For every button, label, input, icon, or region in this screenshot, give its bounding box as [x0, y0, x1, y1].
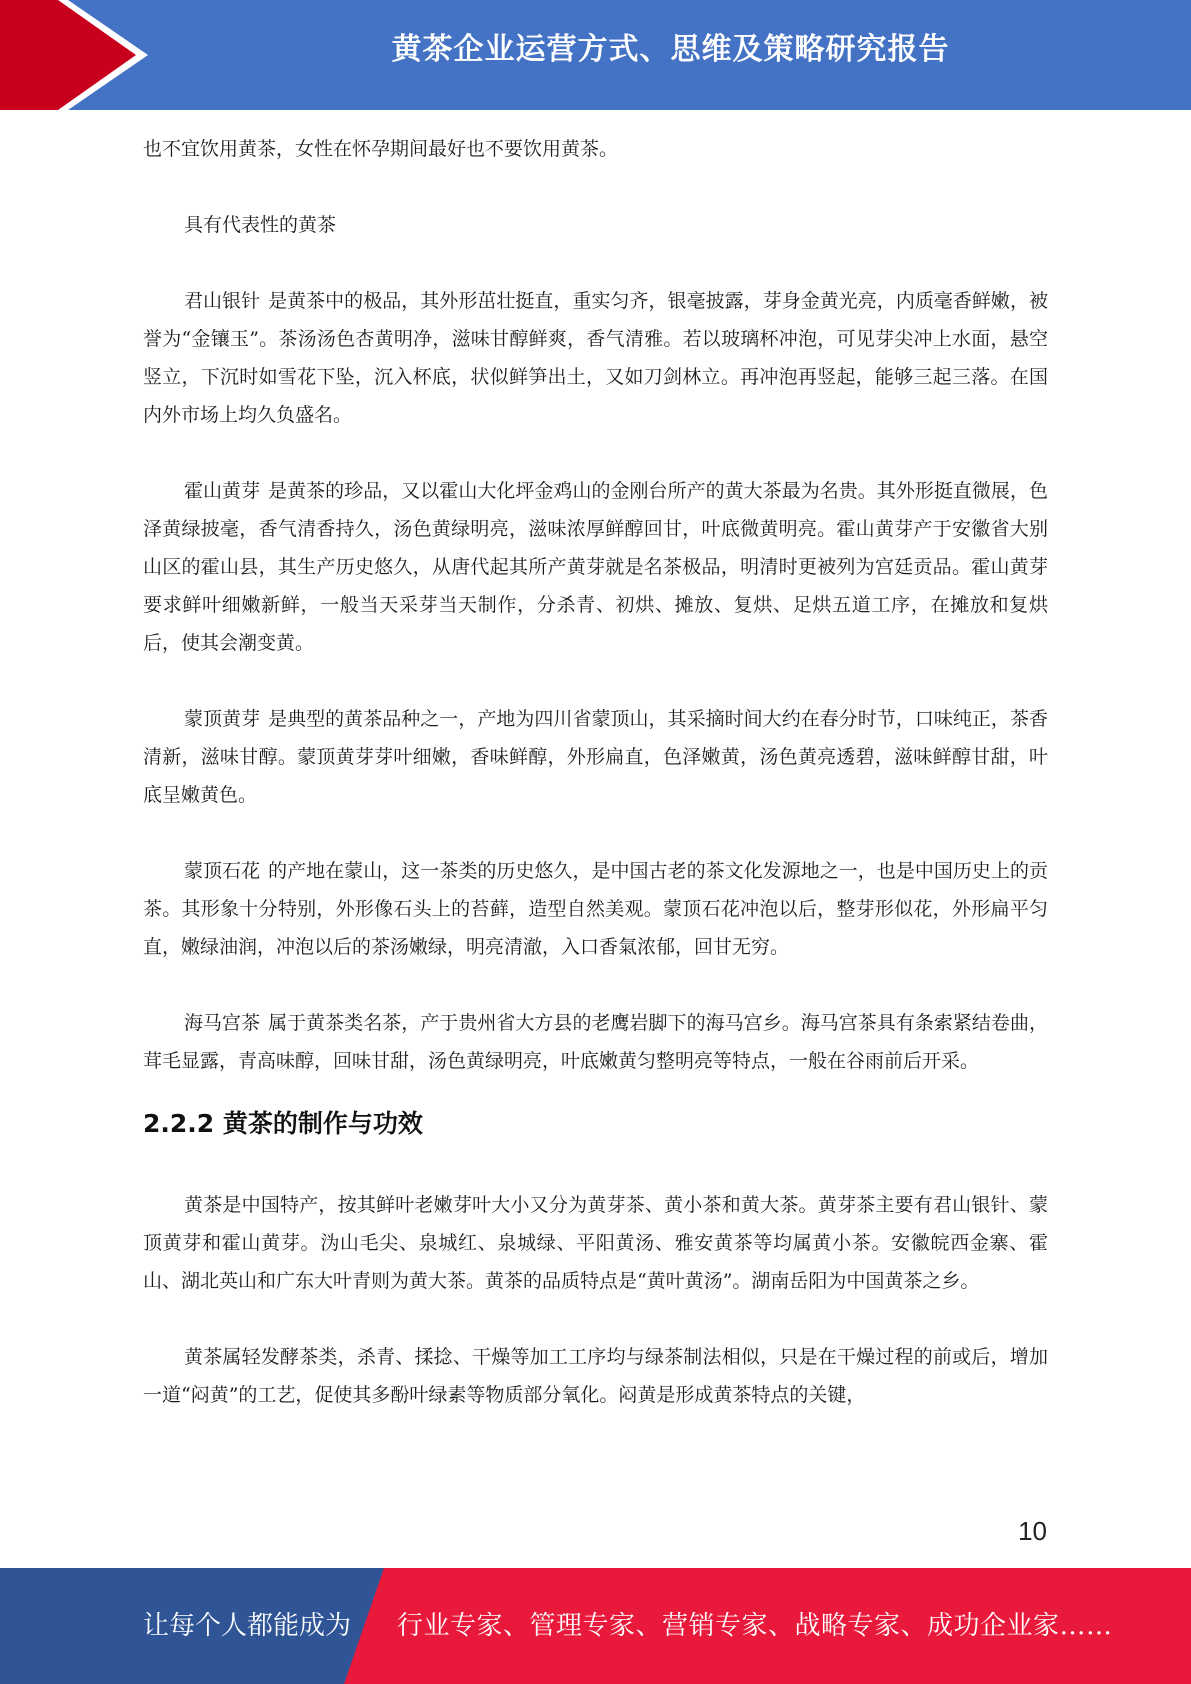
- paragraph-continued: 也不宜饮用黄茶，女性在怀孕期间最好也不要饮用黄茶。: [143, 138, 619, 160]
- tea-term: 海马宫茶: [184, 1012, 261, 1034]
- section-heading: 2.2.2 黄茶的制作与功效: [143, 1109, 423, 1138]
- tea-description: 是典型的黄茶品种之一，产地为四川省蒙顶山，其采摘时间大约在春分时节，口味纯正，茶香清新，滋味甘醇。蒙顶黄芽芽叶细嫩，香味鲜醇，外形扁直，色泽嫩黄，汤色黄亮透碧，滋味鲜醇甘甜，叶底呈嫩黄色。: [143, 708, 1048, 806]
- footer-slogan-right: 行业专家、管理专家、营销专家、战略专家、成功企业家……: [397, 1611, 1113, 1641]
- tea-term: 霍山黄芽: [184, 480, 261, 502]
- report-title: 黄茶企业运营方式、思维及策略研究报告: [391, 32, 950, 67]
- paragraph-junshan-yinzhen: [143, 282, 1048, 434]
- tea-description: 的产地在蒙山，这一茶类的历史悠久，是中国古老的茶文化发源地之一，也是中国历史上的贡茶。其形象十分特别，外形像石头上的苔藓，造型自然美观。蒙顶石花冲泡以后，整芽形似花，外形扁平匀直，嫩绿油润，冲泡以后的茶汤嫩绿，明亮清澈，入口香氣浓郁，回甘无穷。: [143, 860, 1048, 958]
- header-chevron-decoration: [0, 0, 160, 110]
- paragraph-mengding-shihua: [143, 852, 1048, 966]
- tea-description: 是黄茶中的极品，其外形茁壮挺直，重实匀齐，银毫披露，芽身金黄光亮，内质毫香鲜嫩，被誉为“金镶玉”。茶汤汤色杏黄明净，滋味甘醇鲜爽，香气清雅。若以玻璃杯冲泡，可见芽尖冲上水面，悬空竖立，下沉时如雪花下坠，沉入杯底，状似鲜笋出土，又如刀剑林立。再冲泡再竖起，能够三起三落。在国内外市场上均久负盛名。: [143, 290, 1048, 426]
- footer-band: [0, 1568, 1191, 1684]
- paragraph-representative-teas: 具有代表性的黄茶: [184, 214, 337, 236]
- tea-description: 属于黄茶类名茶，产于贵州省大方县的老鹰岩脚下的海马宫乡。海马宫茶具有条索紧结卷曲，茸毛显露，青高味醇，回味甘甜，汤色黄绿明亮，叶底嫩黄匀整明亮等特点，一般在谷雨前后开采。: [143, 1012, 1048, 1072]
- document-body: [143, 130, 1048, 1414]
- paragraph-yellow-tea-process: 黄茶属轻发酵茶类，杀青、揉捻、干燥等加工工序均与绿茶制法相似，只是在干燥过程的前或后，增加一道“闷黄”的工艺，促使其多酚叶绿素等物质部分氧化。闷黄是形成黄茶特点的关键，: [143, 1346, 1048, 1406]
- tea-term: 蒙顶石花: [184, 860, 261, 882]
- tea-term: 蒙顶黄芽: [184, 708, 261, 730]
- page-number: 10: [1018, 1516, 1047, 1546]
- header-band: [0, 0, 1191, 110]
- paragraph-huoshan-huangya: [143, 472, 1048, 662]
- tea-description: 是黄茶的珍品，又以霍山大化坪金鸡山的金刚台所产的黄大茶最为名贵。其外形挺直微展，色泽黄绿披毫，香气清香持久，汤色黄绿明亮，滋味浓厚鲜醇回甘，叶底微黄明亮。霍山黄芽产于安徽省大别山区的霍山县，其生产历史悠久，从唐代起其所产黄芽就是名茶极品，明清时更被列为宫廷贡品。霍山黄芽要求鲜叶细嫩新鲜，一般当天采芽当天制作，分杀青、初烘、摊放、复烘、足烘五道工序，在摊放和复烘后，使其会潮变黄。: [143, 480, 1048, 654]
- tea-term: 君山银针: [184, 290, 261, 312]
- paragraph-yellow-tea-intro: 黄茶是中国特产，按其鲜叶老嫩芽叶大小又分为黄芽茶、黄小茶和黄大茶。黄芽茶主要有君山银针、蒙顶黄芽和霍山黄芽。沩山毛尖、泉城红、泉城绿、平阳黄汤、雅安黄茶等均属黄小茶。安徽皖西金寨、霍山、湖北英山和广东大叶青则为黄大茶。黄茶的品质特点是“黄叶黄汤”。湖南岳阳为中国黄茶之乡。: [143, 1194, 1048, 1292]
- paragraph-haimagong: [143, 1004, 1048, 1080]
- paragraph-mengding-huangya: [143, 700, 1048, 814]
- footer-slogan-left: 让每个人都能成为: [143, 1611, 352, 1641]
